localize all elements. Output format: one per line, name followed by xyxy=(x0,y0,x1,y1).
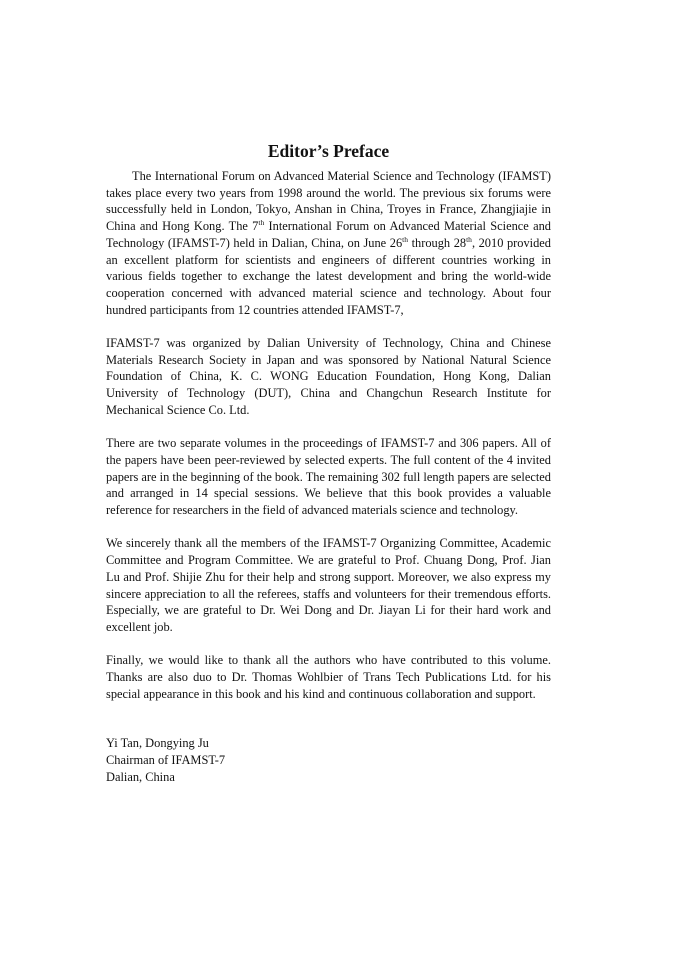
paragraph-closing: Finally, we would like to thank all the authors who have contributed to this volume. Thanks are also duo to Dr. Thomas Wohlbier of Trans Tech Publications Ltd. for his special appearance in this book and his kind and continuous collaboration and support. xyxy=(106,653,551,701)
ordinal-suffix: th xyxy=(466,234,472,244)
document-page xyxy=(106,140,551,786)
paragraph-text: , 2010 provided an excellent platform for scientists and engineers of different countries working in various fields together to exchange the latest development and bring the world-wide cooperation concerned with advanced material science and technology. About four hundred participants from 12 countries attended IFAMST-7, xyxy=(106,235,552,317)
paragraph-text: through 28 xyxy=(408,235,467,250)
paragraph-organizers: IFAMST-7 was organized by Dalian University of Technology, China and Chinese Materials Research Society in Japan and was sponsored by National Natural Science Foundation of China, K. C. WONG Education Foundation, Hong Kong, Dalian University of Technology (DUT), China and Changchun Research Institute for Mechanical Science Co. Ltd. xyxy=(106,336,551,417)
signature-block xyxy=(106,735,551,785)
paragraph-text: International Forum on Advanced Material Science and Technology (IFAMST-7) held in Dalian, China, on June 26 xyxy=(106,219,551,250)
page-title: Editor’s Preface xyxy=(267,141,390,161)
signature-names: Yi Tan, Dongying Ju xyxy=(106,736,209,751)
signature-place: Dalian, China xyxy=(106,769,175,784)
ordinal-suffix: th xyxy=(258,217,265,227)
paragraph-acknowledgements: We sincerely thank all the members of the IFAMST-7 Organizing Committee, Academic Committee and Program Committee. We are grateful to Prof. Chuang Dong, Prof. Jian Lu and Prof. Shijie Zhu for their help and strong support. Moreover, we also express my sincere appreciation to all the referees, staffs and volunteers for their tremendous efforts. Especially, we are grateful to Dr. Wei Dong and Dr. Jiayan Li for their hard work and excellent job. xyxy=(106,536,551,634)
paragraph-proceedings: There are two separate volumes in the proceedings of IFAMST-7 and 306 papers. All of the papers have been peer-reviewed by selected experts. The full content of the 4 invited papers are in the beginning of the book. The remaining 302 full length papers are selected and arranged in 14 special sessions. We believe that this book provides a valuable reference for researchers in the field of advanced materials science and technology. xyxy=(106,436,551,518)
paragraph-introduction xyxy=(106,168,551,318)
signature-role: Chairman of IFAMST-7 xyxy=(106,753,226,768)
paragraph-text: The International Forum on Advanced Material Science and Technology (IFAMST) takes place every two years from 1998 around the world. The previous six forums were successfully held in London, Tokyo, Anshan in China, Troyes in France, Zhangjiajie in China and Hong Kong. The 7 xyxy=(106,169,551,234)
ordinal-suffix: th xyxy=(402,234,408,244)
